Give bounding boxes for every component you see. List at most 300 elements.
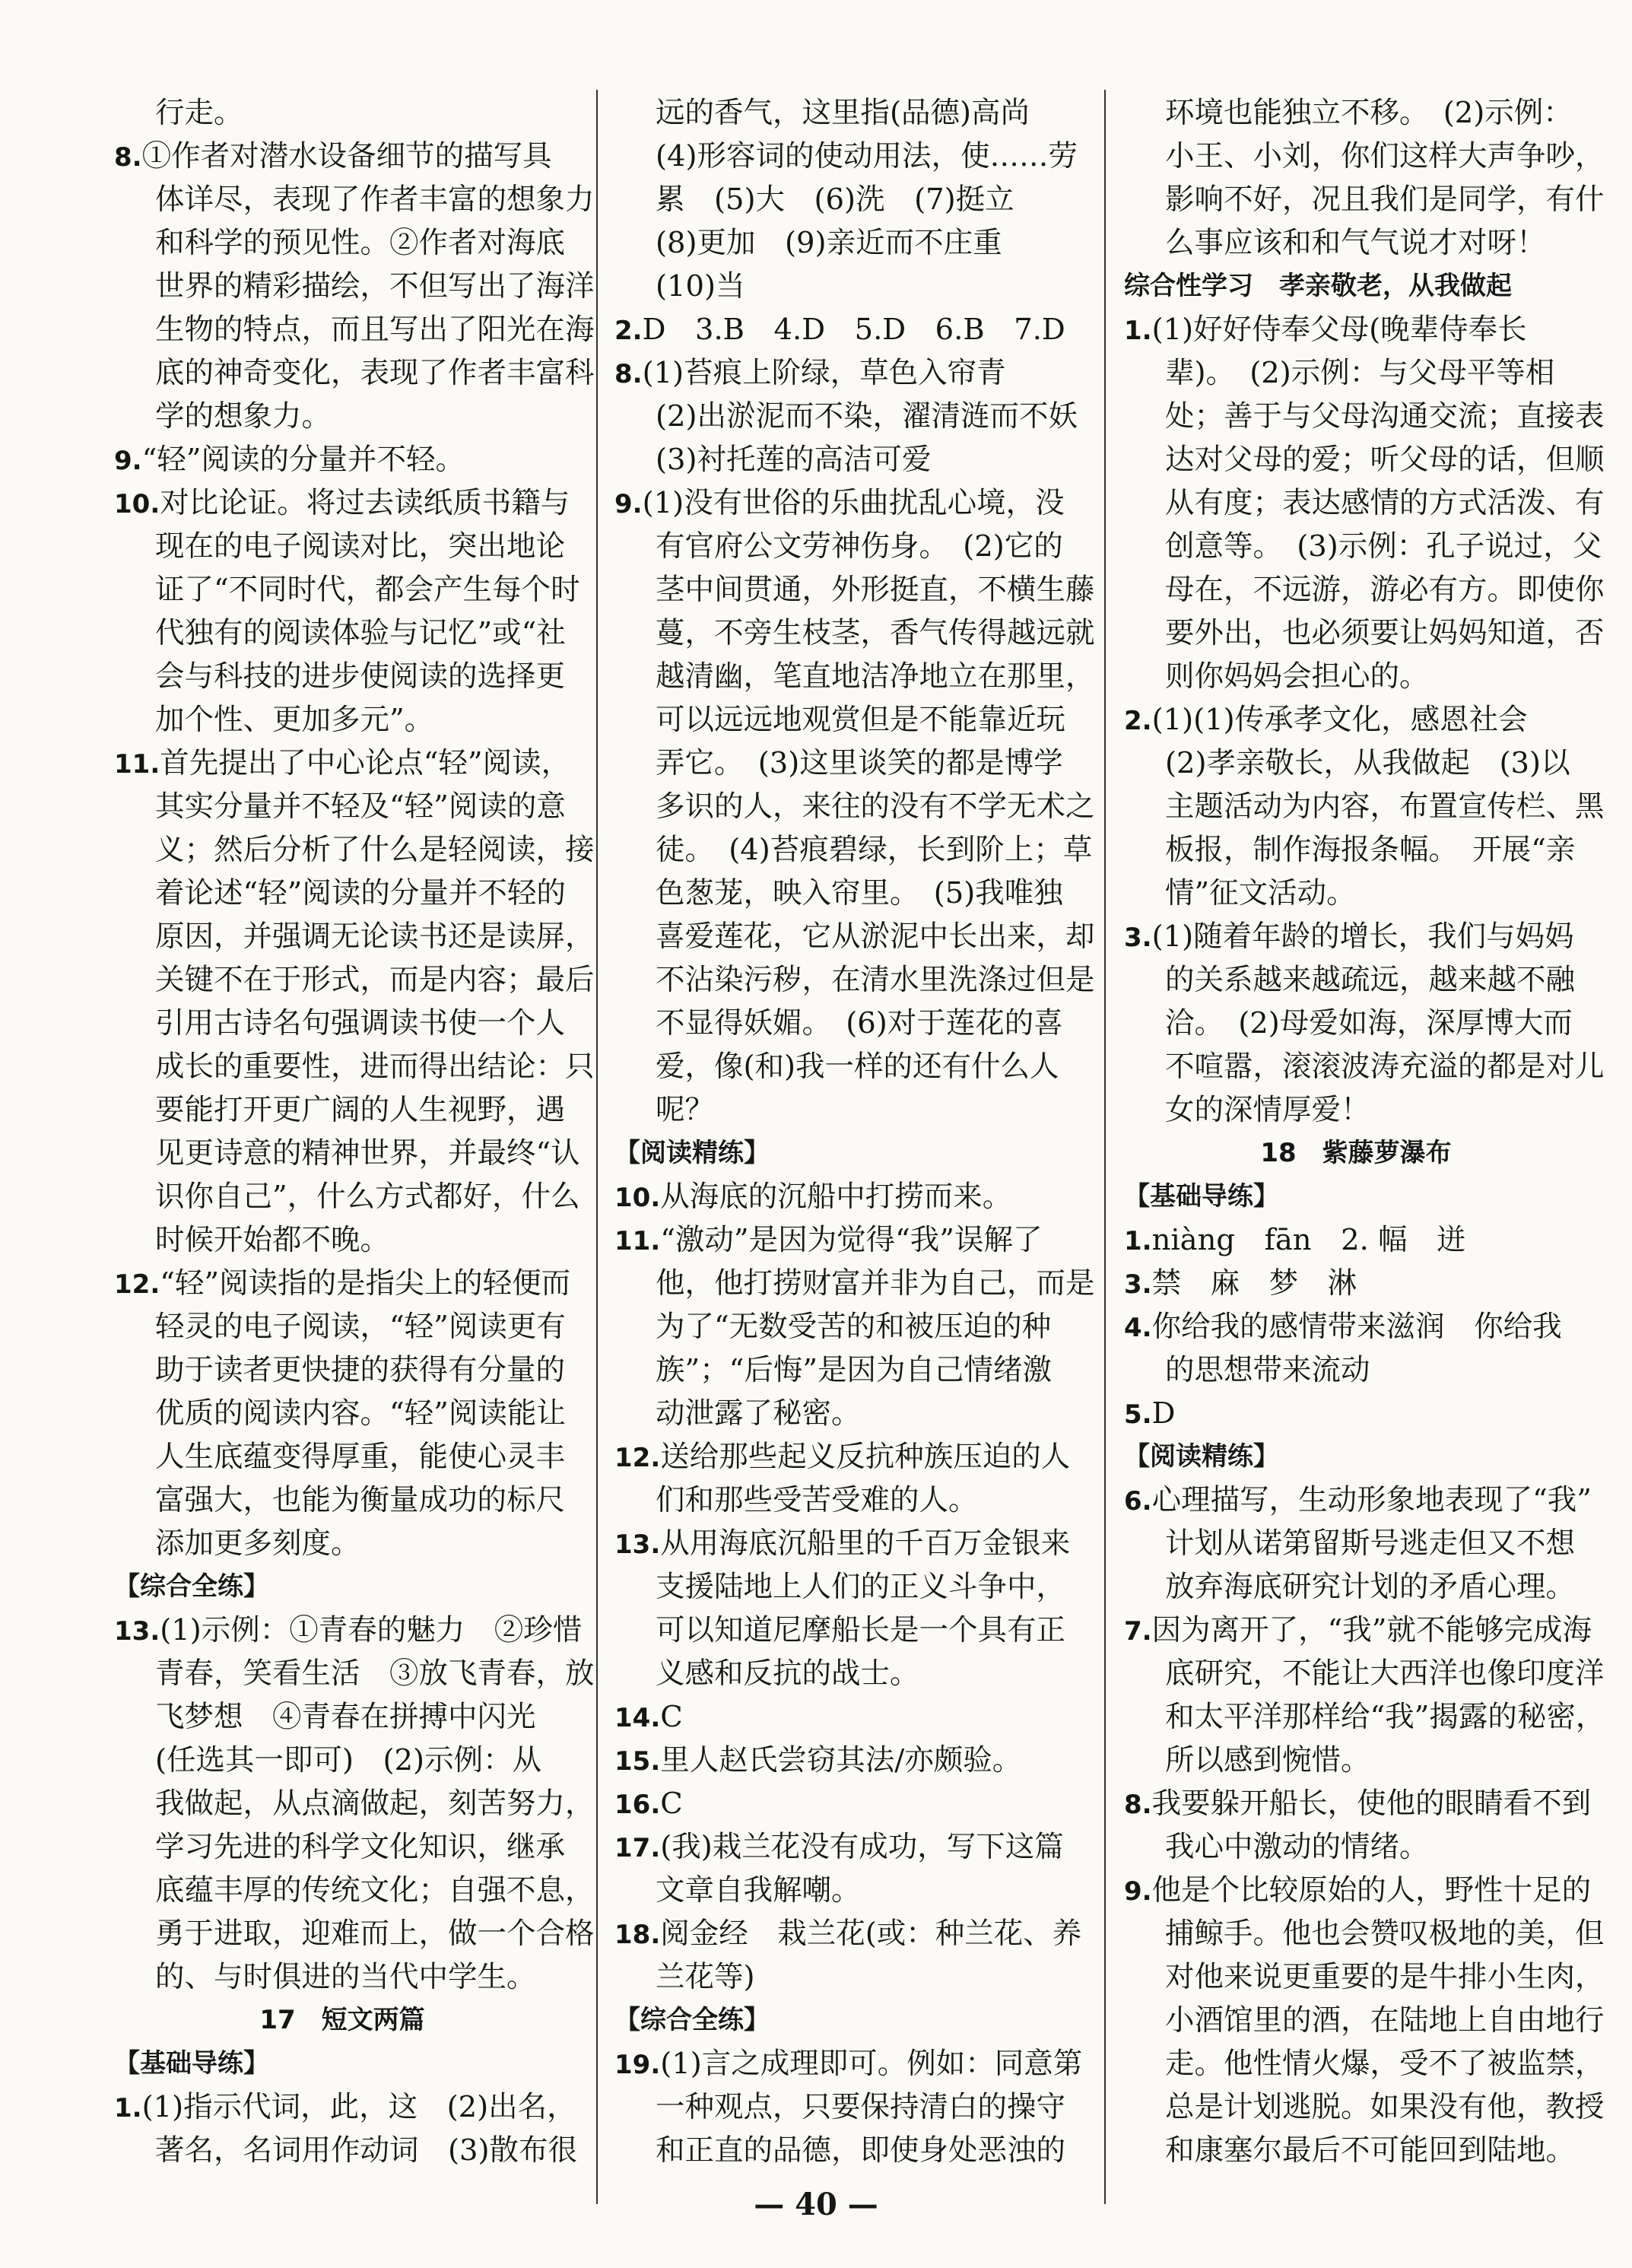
answer-text: (4)形容词的使动用法，使……劳 — [656, 139, 1078, 173]
answer-text: 18 紫藤萝瀑布 — [1260, 1138, 1452, 1168]
question-number: 9. — [114, 446, 142, 476]
answer-line — [614, 568, 1095, 611]
answer-text: niàng fān 2. 幅 迸 — [1151, 1223, 1466, 1257]
answer-line — [114, 221, 570, 265]
column-divider — [596, 90, 598, 2204]
answer-text: 一种观点，只要保持清白的操守 — [656, 2090, 1066, 2124]
answer-text: 的、与时俱进的当代中学生。 — [155, 1960, 536, 1994]
answer-line — [114, 915, 595, 958]
question-number: 4. — [1124, 1313, 1152, 1343]
answer-text: 女的深情厚爱！ — [1165, 1093, 1370, 1127]
answer-text: C — [660, 1700, 683, 1734]
answer-line — [614, 1175, 1086, 1218]
answer-text: 要能打开更广阔的人生视野，遇 — [155, 1093, 566, 1127]
answer-text: (2)孝亲敬长，从我做起 (3)以 — [1165, 746, 1570, 780]
answer-line — [614, 395, 1086, 438]
answer-text: 阅金经 栽兰花(或：种兰花、养 — [660, 1917, 1082, 1951]
answer-line — [614, 2129, 1086, 2172]
answer-text: 总是计划逃脱。如果没有他，教授 — [1165, 2090, 1605, 2124]
answer-column-middle — [614, 91, 1095, 2172]
answer-text: 你给我的感情带来滋润 你给我 — [1151, 1310, 1562, 1344]
answer-text: 么事应该和和气气说才对呀！ — [1165, 226, 1546, 260]
answer-text: 们和那些受苦受难的人。 — [656, 1483, 978, 1517]
answer-line — [614, 221, 1086, 265]
answer-text: 色葱茏，映入帘里。 (5)我唯独 — [656, 876, 1063, 910]
answer-text: 多识的人，来往的没有不学无术之 — [656, 789, 1095, 824]
answer-text: 辈)。 (2)示例：与父母平等相 — [1165, 356, 1555, 390]
answer-text: 呢？ — [656, 1093, 715, 1127]
answer-line — [114, 351, 595, 395]
answer-text: 喜爱莲花，它从淤泥中长出来，却 — [656, 920, 1095, 954]
answer-line — [114, 1869, 595, 1912]
answer-line — [614, 1305, 1086, 1348]
answer-line — [114, 1652, 595, 1695]
answer-line — [1124, 1392, 1588, 1435]
answer-line — [1124, 1045, 1605, 1088]
answer-line — [614, 611, 1095, 655]
question-number: 19. — [614, 2050, 661, 2080]
answer-line — [114, 1609, 583, 1652]
answer-text: 【综合全练】 — [114, 1571, 269, 1602]
answer-text: (1)言之成理即可。例如：同意第 — [660, 2047, 1083, 2081]
answer-line — [114, 611, 570, 655]
answer-line — [614, 265, 1086, 308]
answer-text: 加个性、更加多元”。 — [155, 703, 434, 737]
answer-text: 影响不好，况且我们是同学，有什 — [1165, 183, 1605, 217]
answer-line — [114, 2085, 576, 2129]
answer-text: 小王、小刘，你们这样大声争吵， — [1165, 139, 1605, 173]
answer-text: 对比论证。将过去读纸质书籍与 — [160, 486, 570, 520]
answer-text: 的关系越来越疏远，越来越不融 — [1165, 963, 1576, 997]
answer-line — [114, 742, 570, 785]
answer-line — [614, 958, 1095, 1002]
answer-line — [614, 655, 1095, 698]
answer-line — [614, 2085, 1086, 2129]
answer-text: (1)(1)传承孝文化，感恩社会 — [1151, 703, 1528, 737]
answer-text: 和太平洋那样给“我”揭露的秘密， — [1165, 1700, 1605, 1734]
answer-text: 对他来说更重要的是牛排小生肉， — [1165, 1960, 1605, 1994]
answer-line — [614, 1045, 1086, 1088]
answer-text: (10)当 — [656, 269, 745, 303]
answer-text: 不喧嚣，滚滚波涛充溢的都是对儿 — [1165, 1050, 1605, 1084]
answer-text: 放弃海底研究计划的矛盾心理。 — [1165, 1570, 1576, 1604]
answer-line — [1124, 351, 1588, 395]
answer-text: 代独有的阅读体验与记忆”或“社 — [155, 616, 566, 650]
answer-line — [1124, 1305, 1588, 1348]
answer-line — [1124, 1825, 1588, 1869]
answer-text: 族”；“后悔”是因为自己情绪激 — [656, 1353, 1053, 1387]
answer-text: 从用海底沉船里的千百万金银来 — [660, 1526, 1071, 1561]
answer-line — [614, 481, 1086, 525]
answer-line — [1124, 828, 1588, 872]
answer-line — [614, 308, 1086, 351]
question-number: 13. — [114, 1616, 160, 1647]
question-number: 8. — [1124, 1790, 1152, 1820]
answer-text: 生物的特点，而且写出了阳光在海 — [155, 313, 595, 347]
answer-text: 成长的重要性，进而得出结论：只 — [155, 1050, 595, 1084]
answer-line — [114, 698, 570, 742]
answer-text: 著名，名词用作动词 (3)散布很 — [155, 2133, 578, 2168]
answer-line — [614, 742, 1086, 785]
answer-text: 【基础导练】 — [114, 2048, 269, 2079]
question-number: 11. — [614, 1226, 661, 1256]
answer-line — [1124, 1695, 1605, 1739]
answer-text: 识你自己”，什么方式都好，什么 — [155, 1180, 580, 1214]
question-number: 1. — [1124, 316, 1152, 346]
answer-line — [114, 525, 570, 568]
answer-text: 我心中激动的情绪。 — [1165, 1830, 1429, 1864]
section-header — [114, 1565, 570, 1609]
answer-text: 不沾染污秽，在清水里洗涤过但是 — [656, 963, 1095, 997]
answer-text: 小酒馆里的酒，在陆地上自由地行 — [1165, 2003, 1605, 2038]
answer-text: 我要躲开船长，使他的眼睛看不到 — [1151, 1787, 1592, 1821]
answer-line — [614, 1002, 1086, 1045]
answer-line — [1124, 2129, 1588, 2172]
answer-line — [1124, 438, 1605, 481]
answer-text: 茎中间贯通，外形挺直，不横生藤 — [656, 573, 1095, 607]
answer-text: 累 (5)大 (6)洗 (7)挺立 — [656, 183, 1014, 217]
answer-line — [114, 1522, 570, 1565]
question-number: 1. — [114, 2093, 142, 2123]
answer-line — [614, 135, 1086, 178]
answer-line — [114, 785, 570, 828]
answer-text: (1)随着年龄的增长，我们与妈妈 — [1151, 920, 1574, 954]
answer-column-left — [114, 91, 595, 2172]
answer-line — [1124, 91, 1588, 135]
answer-text: 徒。 (4)苔痕碧绿，长到阶上；草 — [656, 833, 1093, 867]
answer-text: 时候开始都不晚。 — [155, 1223, 390, 1257]
answer-text: ①作者对潜水设备细节的描写具 — [141, 139, 552, 173]
question-number: 1. — [1124, 1226, 1152, 1256]
question-number: 8. — [614, 359, 643, 389]
answer-line — [1124, 1652, 1605, 1695]
answer-line — [614, 178, 1086, 221]
answer-text: 会与科技的进步使阅读的选择更 — [155, 659, 566, 694]
lesson-title — [114, 1999, 570, 2042]
answer-text: 母在，不远游，游必有方。即使你 — [1165, 573, 1605, 607]
answer-text: 和正直的品德，即使身处恶浊的 — [656, 2133, 1066, 2168]
answer-text: (8)更加 (9)亲近而不庄重 — [656, 226, 1002, 260]
answer-line — [114, 1955, 570, 1999]
answer-line — [114, 828, 595, 872]
answer-text: “轻”阅读的分量并不轻。 — [141, 443, 465, 477]
answer-text: 创意等。 (3)示例：孔子说过，父 — [1165, 529, 1602, 564]
answer-line — [114, 1348, 570, 1392]
answer-text: 我做起，从点滴做起，刻苦努力， — [155, 1787, 595, 1821]
answer-line — [614, 1348, 1086, 1392]
answer-line — [614, 351, 1086, 395]
answer-line — [114, 1695, 570, 1739]
answer-line — [1124, 698, 1588, 742]
question-number: 3. — [1124, 1269, 1152, 1300]
answer-text: 禁 麻 梦 淋 — [1151, 1266, 1357, 1301]
answer-text: 添加更多刻度。 — [155, 1526, 360, 1561]
question-number: 14. — [614, 1703, 661, 1733]
answer-line — [614, 1869, 1086, 1912]
question-number: 9. — [614, 489, 643, 519]
answer-text: 处；善于与父母沟通交流；直接表 — [1165, 399, 1605, 434]
question-number: 5. — [1124, 1399, 1152, 1430]
answer-text: 飞梦想 ④青春在拼搏中闪光 — [155, 1700, 536, 1734]
answer-text: 行走。 — [155, 96, 243, 130]
answer-line — [614, 1435, 1086, 1479]
answer-line — [614, 1739, 1086, 1782]
answer-line — [114, 655, 570, 698]
answer-text: 远的香气，这里指(品德)高尚 — [656, 96, 1030, 130]
answer-line — [114, 958, 595, 1002]
answer-line — [614, 1565, 1086, 1609]
answer-text: 义；然后分析了什么是轻阅读，接 — [155, 833, 595, 867]
answer-text: 为了“无数受苦的和被压迫的种 — [656, 1310, 1052, 1344]
answer-text: 【阅读精练】 — [1124, 1441, 1279, 1472]
section-header — [614, 1132, 1086, 1175]
answer-text: 助于读者更快捷的获得有分量的 — [155, 1353, 566, 1387]
answer-line — [614, 91, 1086, 135]
answer-line — [114, 1392, 570, 1435]
answer-text: 关键不在于形式，而是内容；最后 — [155, 963, 595, 997]
answer-line — [114, 438, 570, 481]
answer-line — [1124, 1955, 1605, 1999]
section-header — [1124, 1435, 1588, 1479]
answer-text: 勇于进取，迎难而上，做一个合格 — [155, 1917, 595, 1951]
answer-line — [1124, 481, 1605, 525]
answer-line — [114, 395, 570, 438]
answer-line — [1124, 742, 1588, 785]
answer-line — [614, 525, 1086, 568]
answer-text: 和科学的预见性。②作者对海底 — [155, 226, 566, 260]
answer-text: 蔓，不旁生枝茎，香气传得越远就 — [656, 616, 1095, 650]
answer-text: 洽。 (2)母爱如海，深厚博大而 — [1165, 1006, 1573, 1040]
question-number: 12. — [114, 1269, 160, 1300]
answer-text: 心理描写，生动形象地表现了“我” — [1151, 1483, 1592, 1517]
answer-line — [114, 1045, 595, 1088]
answer-text: 可以知道尼摩船长是一个具有正 — [656, 1613, 1066, 1647]
answer-line — [1124, 1218, 1588, 1262]
answer-line — [614, 1392, 1086, 1435]
answer-line — [614, 1912, 1086, 1955]
answer-text: (1)指示代词，此，这 (2)出名， — [141, 2090, 576, 2124]
answer-text: 所以感到惋惜。 — [1165, 1743, 1370, 1777]
answer-text: (任选其一即可) (2)示例：从 — [155, 1743, 542, 1777]
answer-text: 其实分量并不轻及“轻”阅读的意 — [155, 789, 566, 824]
answer-line — [114, 1002, 570, 1045]
answer-line — [114, 1782, 595, 1825]
answer-text: 有官府公文劳神伤身。 (2)它的 — [656, 529, 1063, 564]
answer-text: (1)示例：①青春的魅力 ②珍惜 — [160, 1613, 583, 1647]
answer-text: 现在的电子阅读对比，突出地论 — [155, 529, 566, 564]
answer-column-right — [1124, 91, 1605, 2172]
question-number: 11. — [114, 749, 160, 780]
answer-line — [614, 438, 1086, 481]
answer-line — [1124, 308, 1588, 351]
question-number: 17. — [614, 1833, 661, 1863]
answer-line — [1124, 1002, 1588, 1045]
question-number: 2. — [614, 316, 643, 346]
answer-text: 富强大，也能为衡量成功的标尺 — [155, 1483, 566, 1517]
answer-text: 不显得妖媚。 (6)对于莲花的喜 — [656, 1006, 1063, 1040]
answer-line — [114, 1435, 570, 1479]
answer-line — [114, 568, 580, 611]
answer-text: 证了“不同时代，都会产生每个时 — [155, 573, 580, 607]
answer-line — [614, 698, 1086, 742]
answer-text: 和康塞尔最后不可能回到陆地。 — [1165, 2133, 1576, 2168]
answer-line — [1124, 611, 1605, 655]
answer-text: 要外出，也必须要让妈妈知道，否 — [1165, 616, 1605, 650]
answer-line — [114, 1825, 570, 1869]
answer-text: D 3.B 4.D 5.D 6.B 7.D — [642, 313, 1065, 347]
answer-line — [1124, 1782, 1592, 1825]
question-number: 2. — [1124, 706, 1152, 736]
answer-text: (3)衬托莲的高洁可爱 — [656, 443, 932, 477]
answer-text: 文章自我解嘲。 — [656, 1873, 861, 1907]
answer-line — [1124, 525, 1602, 568]
answer-line — [114, 1175, 580, 1218]
answer-line — [614, 915, 1095, 958]
answer-text: 里人赵氏尝窃其法/亦颇验。 — [660, 1743, 1022, 1777]
answer-line — [1124, 221, 1588, 265]
answer-text: 见更诗意的精神世界，并最终“认 — [155, 1136, 580, 1171]
answer-text: 着论述“轻”阅读的分量并不轻的 — [155, 876, 566, 910]
answer-line — [614, 785, 1095, 828]
answer-text: “轻”阅读指的是指尖上的轻便而 — [160, 1266, 571, 1301]
answer-line — [114, 91, 570, 135]
answer-text: 义感和反抗的战士。 — [656, 1657, 919, 1691]
section-header — [1124, 265, 1588, 308]
answer-text: D — [1151, 1396, 1176, 1431]
answer-line — [1124, 958, 1588, 1002]
answer-text: 优质的阅读内容。“轻”阅读能让 — [155, 1396, 566, 1431]
answer-text: 达对父母的爱；听父母的话，但顺 — [1165, 443, 1605, 477]
answer-line — [114, 1262, 570, 1305]
answer-line — [1124, 2042, 1605, 2085]
answer-line — [1124, 135, 1605, 178]
answer-text: 【阅读精练】 — [614, 1138, 770, 1168]
answer-text: 板报，制作海报条幅。 开展“亲 — [1165, 833, 1576, 867]
answer-text: 学习先进的科学文化知识，继承 — [155, 1830, 566, 1864]
answer-line — [614, 1088, 1086, 1132]
answer-line — [614, 1825, 1086, 1869]
question-number: 10. — [614, 1183, 661, 1213]
answer-line — [1124, 785, 1605, 828]
answer-text: 世界的精彩描绘，不但写出了海洋 — [155, 269, 595, 303]
question-number: 3. — [1124, 923, 1152, 953]
answer-line — [114, 1305, 570, 1348]
answer-line — [1124, 178, 1605, 221]
answer-text: 轻灵的电子阅读，“轻”阅读更有 — [155, 1310, 566, 1344]
answer-text: 捕鲸手。他也会赞叹极地的美，但 — [1165, 1917, 1605, 1951]
answer-text: 的思想带来流动 — [1165, 1353, 1370, 1387]
section-header — [114, 2042, 570, 2085]
answer-text: (1)好好侍奉父母(晚辈侍奉长 — [1151, 313, 1527, 347]
answer-line — [114, 135, 570, 178]
answer-text: 主题活动为内容，布置宣传栏、黑 — [1165, 789, 1605, 824]
answer-line — [114, 308, 595, 351]
answer-line — [114, 1218, 570, 1262]
answer-line — [614, 2042, 1086, 2085]
answer-line — [1124, 1999, 1605, 2042]
answer-text: 首先提出了中心论点“轻”阅读， — [160, 746, 571, 780]
answer-text: 学的想象力。 — [155, 399, 332, 434]
answer-line — [114, 1912, 595, 1955]
answer-line — [614, 1522, 1086, 1565]
answer-text: 引用古诗名句强调读书使一个人 — [155, 1006, 566, 1040]
answer-text: 走。他性情火爆，受不了被监禁， — [1165, 2047, 1605, 2081]
answer-line — [1124, 915, 1588, 958]
answer-line — [614, 1218, 1086, 1262]
column-divider — [1104, 90, 1106, 2204]
answer-text: 越清幽，笔直地洁净地立在那里， — [656, 659, 1095, 694]
answer-text: (我)栽兰花没有成功，写下这篇 — [660, 1830, 1064, 1864]
answer-line — [1124, 872, 1588, 915]
answer-line — [1124, 1348, 1588, 1392]
answer-line — [114, 178, 595, 221]
answer-text: 送给那些起义反抗种族压迫的人 — [660, 1440, 1071, 1474]
answer-text: 他，他打捞财富并非为自己，而是 — [656, 1266, 1095, 1301]
answer-line — [114, 481, 570, 525]
answer-line — [1124, 1912, 1605, 1955]
answer-line — [1124, 1479, 1592, 1522]
section-header — [614, 1999, 1086, 2042]
answer-line — [1124, 395, 1605, 438]
answer-text: 兰花等) — [656, 1960, 755, 1994]
answer-text: 从有度；表达感情的方式活泼、有 — [1165, 486, 1605, 520]
question-number: 13. — [614, 1529, 661, 1560]
answer-line — [1124, 655, 1588, 698]
answer-line — [614, 1955, 1086, 1999]
answer-text: 弄它。 (3)这里谈笑的都是博学 — [656, 746, 1063, 780]
answer-text: C — [660, 1787, 683, 1821]
answer-line — [614, 828, 1093, 872]
answer-text: (1)没有世俗的乐曲扰乱心境，没 — [642, 486, 1065, 520]
answer-text: 人生底蕴变得厚重，能使心灵丰 — [155, 1440, 566, 1474]
answer-text: 底研究，不能让大西洋也像印度洋 — [1165, 1657, 1605, 1691]
answer-text: 17 短文两篇 — [259, 2005, 425, 2035]
question-number: 9. — [1124, 1876, 1152, 1907]
answer-line — [1124, 1088, 1588, 1132]
answer-text: (2)出淤泥而不染，濯清涟而不妖 — [656, 399, 1078, 434]
answer-line — [614, 1782, 1086, 1825]
answer-line — [114, 1739, 570, 1782]
answer-line — [1124, 1565, 1588, 1609]
answer-text: 底的神奇变化，表现了作者丰富科 — [155, 356, 595, 390]
answer-line — [114, 872, 570, 915]
question-number: 10. — [114, 489, 160, 519]
answer-line — [614, 1695, 1086, 1739]
page-number: — 40 — — [754, 2187, 878, 2222]
answer-line — [1124, 1262, 1588, 1305]
answer-line — [114, 2129, 578, 2172]
question-number: 16. — [614, 1790, 661, 1820]
answer-line — [114, 265, 595, 308]
answer-line — [114, 1088, 570, 1132]
answer-line — [614, 1609, 1086, 1652]
answer-line — [1124, 568, 1605, 611]
question-number: 6. — [1124, 1486, 1152, 1517]
answer-text: 动泄露了秘密。 — [656, 1396, 861, 1431]
answer-line — [1124, 1609, 1592, 1652]
answer-line — [614, 872, 1086, 915]
section-header — [1124, 1175, 1588, 1218]
answer-text: 则你妈妈会担心的。 — [1165, 659, 1429, 694]
answer-line — [114, 1479, 570, 1522]
answer-text: (1)苔痕上阶绿，草色入帘青 — [642, 356, 1006, 390]
answer-line — [1124, 1522, 1588, 1565]
answer-line — [614, 1262, 1095, 1305]
answer-text: 【基础导练】 — [1124, 1181, 1279, 1212]
answer-text: “激动”是因为觉得“我”误解了 — [660, 1223, 1043, 1257]
answer-text: 【综合全练】 — [614, 2005, 770, 2035]
answer-line — [114, 1132, 580, 1175]
